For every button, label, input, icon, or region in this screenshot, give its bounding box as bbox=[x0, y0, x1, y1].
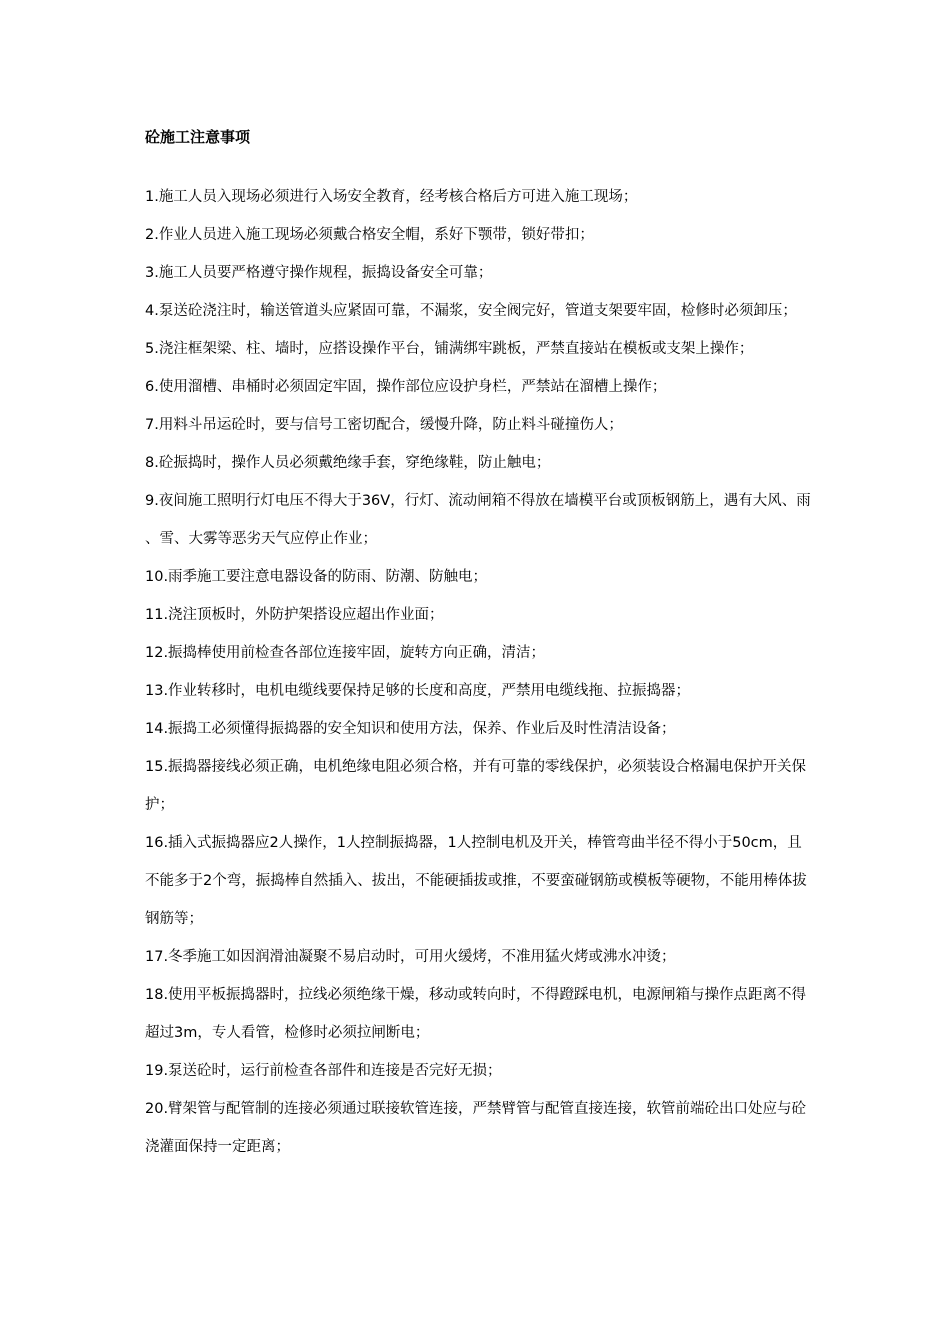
list-item: 20.臂架管与配管制的连接必须通过联接软管连接，严禁臂管与配管直接连接，软管前端砼出口处应与砼浇灌面保持一定距离； bbox=[145, 1101, 807, 1155]
list-item: 4.泵送砼浇注时，输送管道头应紧固可靠，不漏浆，安全阀完好，管道支架要牢固，检修时必须卸压； bbox=[145, 303, 797, 319]
precaution-list bbox=[145, 178, 813, 1166]
list-item: 19.泵送砼时，运行前检查各部件和连接是否完好无损； bbox=[145, 1063, 502, 1079]
list-item: 2.作业人员进入施工现场必须戴合格安全帽，系好下颚带，锁好带扣； bbox=[145, 227, 594, 243]
list-item: 9.夜间施工照明行灯电压不得大于36V，行灯、流动闸箱不得放在墙模平台或顶板钢筋上，遇有大风、雨、雪、大雾等恶劣天气应停止作业； bbox=[145, 493, 811, 547]
list-item: 14.振捣工必须懂得振捣器的安全知识和使用方法，保养、作业后及时性清洁设备； bbox=[145, 721, 676, 737]
list-item: 10.雨季施工要注意电器设备的防雨、防潮、防触电； bbox=[145, 569, 488, 585]
list-item: 16.插入式振捣器应2人操作，1人控制振捣器，1人控制电机及开关，棒管弯曲半径不得小于50cm，且不能多于2个弯，振捣棒自然插入、拔出，不能硬插拔或推，不要蛮碰钢筋或模板等硬物，不能用棒体拔钢筋等； bbox=[145, 835, 807, 927]
list-item: 6.使用溜槽、串桶时必须固定牢固，操作部位应设护身栏，严禁站在溜槽上操作； bbox=[145, 379, 667, 395]
list-item: 7.用料斗吊运砼时，要与信号工密切配合，缓慢升降，防止料斗碰撞伤人； bbox=[145, 417, 623, 433]
list-item: 17.冬季施工如因润滑油凝聚不易启动时，可用火缓烤，不准用猛火烤或沸水冲烫； bbox=[145, 949, 676, 965]
document-title: 砼施工注意事项 bbox=[145, 128, 251, 146]
list-item: 5.浇注框架梁、柱、墙时，应搭设操作平台，铺满绑牢跳板，严禁直接站在模板或支架上操作； bbox=[145, 341, 754, 357]
list-item: 13.作业转移时，电机电缆线要保持足够的长度和高度，严禁用电缆线拖、拉振捣器； bbox=[145, 683, 691, 699]
list-item: 1.施工人员入现场必须进行入场安全教育，经考核合格后方可进入施工现场； bbox=[145, 189, 638, 205]
list-item: 15.振捣器接线必须正确，电机绝缘电阻必须合格，并有可靠的零线保护，必须装设合格漏电保护开关保护； bbox=[145, 759, 807, 813]
list-item: 18.使用平板振捣器时，拉线必须绝缘干燥，移动或转向时，不得蹬踩电机，电源闸箱与操作点距离不得超过3m，专人看管，检修时必须拉闸断电； bbox=[145, 987, 807, 1041]
list-item: 11.浇注顶板时，外防护架搭设应超出作业面； bbox=[145, 607, 444, 623]
list-item: 12.振捣棒使用前检查各部位连接牢固，旋转方向正确，清洁； bbox=[145, 645, 546, 661]
list-item: 8.砼振捣时，操作人员必须戴绝缘手套，穿绝缘鞋，防止触电； bbox=[145, 455, 551, 471]
list-item: 3.施工人员要严格遵守操作规程，振捣设备安全可靠； bbox=[145, 265, 493, 281]
